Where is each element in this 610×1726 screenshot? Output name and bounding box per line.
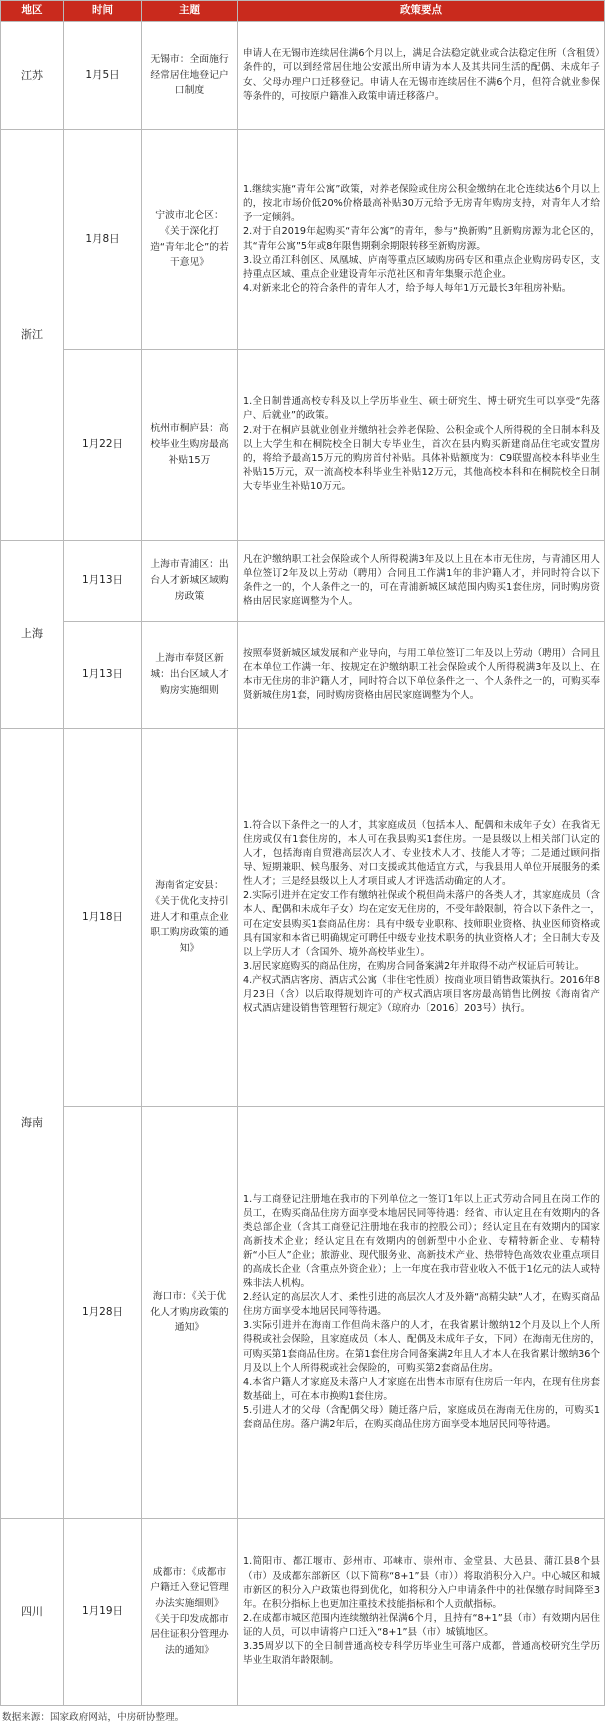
policy-point: 4.产权式酒店客房、酒店式公寓（非住宅性质）按商业项目销售政策执行。2016年8月23日（含）以后取得规划许可的产权式酒店项目客房最高销售比例按《海南省产权式酒店建设销售管理暂行规定》（琼府办〔2016〕203号）执行。 (243, 974, 600, 1015)
policy-point: 1.与工商登记注册地在我市的下列单位之一签订1年以上正式劳动合同且在岗工作的员工，在购买商品住房方面享受本地居民同等待遇：经省、市认定且在有效期内的各类总部企业（含其工商登记注册地在我市的控股公司）；经认定且在有效期内的国家高新技术企业；经认定且在有效期内的创新型中小企业、专精特新企业、专精特新“小巨人”企业；旅游业、现代服务业、高新技术产业、热带特色高效农业重点项目的高成长企业（含重点外资企业）；上一年度在我市营业收入不低于1亿元的法人或特殊非法人机构。 (243, 1193, 600, 1290)
policy-point: 1.全日制普通高校专科及以上学历毕业生、硕士研究生、博士研究生可以享受“先落户、后就业”的政策。 (243, 396, 600, 422)
date-cell: 1月19日 (64, 1518, 142, 1705)
region-cell: 海南 (1, 729, 64, 1519)
topic-cell: 海口市：《关于优化人才购房政策的通知》 (142, 1107, 238, 1519)
policy-points-cell (238, 621, 605, 728)
policy-points-cell (238, 1107, 605, 1519)
date-cell: 1月13日 (64, 621, 142, 728)
data-source-note: 数据来源：国家政府网站，中房研协整理。 (2, 1712, 185, 1723)
policy-point: 2.经认定的高层次人才、柔性引进的高层次人才及外籍“高精尖缺”人才，在购买商品住房方面享受本地居民同等待遇。 (243, 1292, 600, 1318)
table-row (1, 349, 605, 540)
policy-point: 4.对新来北仑的符合条件的青年人才，给予每人每年1万元最长3年租房补贴。 (243, 282, 572, 294)
policy-point: 1.继续实施“青年公寓”政策，对养老保险或住房公积金缴纳在北仑连续达6个月以上的，按北市场价低20%价格最高补贴30万元给予无房青年购房支持，对青年人才给予一定倾斜。 (243, 184, 600, 224)
header-region: 地区 (1, 1, 64, 22)
topic-cell: 宁波市北仑区：《关于深化打造“青年北仑”的若干意见》 (142, 130, 238, 350)
table-header-row (1, 1, 605, 22)
date-cell: 1月28日 (64, 1107, 142, 1519)
policy-point: 2.实际引进并在定安工作有缴纳社保或个税但尚未落户的各类人才，其家庭成员（含本人、配偶和未成年子女）均在定安无住房的，不受年龄限制，符合以下条件之一，可在定安县购买1套商品住房：具有中级专业职称、技师职业资格、执业医师资格或具有国家和本省已明确规定可聘任中级专业技术职务的执业资格人才；全日制大专及以上学历人才（含国外、境外高校毕业生）。 (243, 890, 600, 958)
table-row (1, 1107, 605, 1519)
table-row (1, 22, 605, 130)
policy-point: 申请人在无锡市连续居住满6个月以上，满足合法稳定就业或合法稳定住所（含租赁）条件的，可以到经常居住地公安派出所申请为本人及其共同生活的配偶、未成年子女、父母办理户口迁移登记。申请人在无锡市连续居住不满6个月，但符合就业参保等条件的，可按原户籍准入政策申请迁移落户。 (243, 48, 600, 102)
table-row (1, 729, 605, 1107)
policy-point: 1.符合以下条件之一的人才，其家庭成员（包括本人、配偶和未成年子女）在我省无住房或仅有1套住房的，本人可在我县购买1套住房。一是县级以上相关部门认定的人才，包括海南自贸港高层次人才、专业技术人才、技能人才等；二是通过顾问指导、短期兼职、候鸟服务、对口支援或其他适宜方式，与我县用人单位开展服务的柔性人才；三是经县级以上人才项目或人才评选活动确定的人才。 (243, 819, 600, 888)
date-cell: 1月5日 (64, 22, 142, 130)
date-cell: 1月13日 (64, 540, 142, 621)
policy-point: 3.实际引进并在海南工作但尚未落户的人才，在我省累计缴纳12个月及以上个人所得税或社会保险，且家庭成员（本人、配偶及未成年子女，下同）在海南无住房的，可购买第1套商品住房。在第1套住房合同备案满2年且人才本人在我省累计缴纳36个月及以上个人所得税或社会保险的，可购买第2套商品住房。 (243, 1320, 600, 1374)
region-cell: 江苏 (1, 22, 64, 130)
topic-cell: 无锡市：全面施行经常居住地登记户口制度 (142, 22, 238, 130)
policy-points-cell (238, 130, 605, 350)
policy-point: 4.本省户籍人才家庭及未落户人才家庭在出售本市原有住房后一年内，在现有住房套数基础上，可在本市换购1套住房。 (243, 1376, 600, 1402)
date-cell: 1月8日 (64, 130, 142, 350)
region-cell: 四川 (1, 1518, 64, 1705)
policy-point: 1.简阳市、都江堰市、彭州市、邛崃市、崇州市、金堂县、大邑县、蒲江县8个县（市）及成都东部新区（以下简称“8+1”县（市））将取消积分入户。中心城区和城市新区的积分入户政策也得到优化，如将积分入户申请条件中的社保缴存时间降至3年。在积分指标上也更加注重技术技能指标和个人贡献指标。 (243, 1556, 600, 1610)
policy-point: 2.对于在桐庐县就业创业并缴纳社会养老保险、公积金或个人所得税的全日制本科及以上大学生和在桐院校全日制大专毕业生，首次在县内购买新建商品住宅或安置房的，将给予最高15万元的购房首付补贴。具体补贴额度为：C9联盟高校本科毕业生补贴15万元，双一流高校本科毕业生补贴12万元，其他高校本科和在桐院校全日制大专毕业生补贴10万元。 (243, 424, 600, 492)
policy-point: 3.35周岁以下的全日制普通高校专科学历毕业生可落户成都，普通高校研究生学历毕业生取消年龄限制。 (243, 1640, 600, 1667)
policy-point: 5.引进人才的父母（含配偶父母）随迁落户后，家庭成员在海南无住房的，可购买1套商品住房。落户满2年后，在购买商品住房方面享受本地居民同等待遇。 (243, 1404, 600, 1431)
policy-point: 2.对于自2019年起购买“青年公寓”的青年，参与“换新购”且新购房源为北仑区的，其“青年公寓”5年或8年限售期剩余期限转移至新购房源。 (243, 226, 600, 252)
policy-point: 按照奉贤新城区域发展和产业导向，与用工单位签订二年及以上劳动（聘用）合同且在本单位工作满一年、按规定在沪缴纳职工社会保险或个人所得税满3年及以上、在本市无住房的非沪籍人才，同时符合以下单位条件之一、个人条件之一的，可购买奉贤新城住房1套，同时购房资格由居民家庭调整为个人。 (243, 647, 600, 702)
topic-cell: 成都市：《成都市户籍迁入登记管理办法实施细则》《关于印发成都市居住证积分管理办法的通知》 (142, 1518, 238, 1705)
date-cell: 1月18日 (64, 729, 142, 1107)
topic-cell: 上海市青浦区：出台人才新城区域购房政策 (142, 540, 238, 621)
topic-cell: 海南省定安县：《关于优化支持引进人才和重点企业职工购房政策的通知》 (142, 729, 238, 1107)
policy-point: 3.居民家庭购买的商品住房，在购房合同备案满2年并取得不动产权证后可转让。 (243, 960, 585, 972)
table-row (1, 540, 605, 621)
region-cell: 浙江 (1, 130, 64, 540)
policy-points-cell (238, 1518, 605, 1705)
header-topic: 主题 (142, 1, 238, 22)
region-cell: 上海 (1, 540, 64, 728)
policy-points-cell (238, 729, 605, 1107)
policy-point: 凡在沪缴纳职工社会保险或个人所得税满3年及以上且在本市无住房，与青浦区用人单位签订2年及以上劳动（聘用）合同且工作满1年的非沪籍人才，并同时符合以下条件之一的，个人条件之一的，可在青浦新城区域范围内购买1套住房，同时购房资格由居民家庭调整为个人。 (243, 553, 600, 607)
policy-point: 3.设立甬江科创区、凤凰城、庐南等重点区域购房码专区和重点企业购房码专区，支持重点区域、重点企业建设青年示范社区和青年集聚示范企业。 (243, 254, 600, 280)
header-date: 时间 (64, 1, 142, 22)
policy-points-cell (238, 22, 605, 130)
table-row (1, 130, 605, 350)
topic-cell: 上海市奉贤区新城：出台区域人才购房实施细则 (142, 621, 238, 728)
header-points: 政策要点 (238, 1, 605, 22)
policy-point: 2.在成都市城区范围内连续缴纳社保满6个月，且持有“8+1”县（市）有效期内居住证的人员，可以申请将户口迁入“8+1”县（市）城镇地区。 (243, 1612, 600, 1638)
table-row (1, 1518, 605, 1705)
policy-points-cell (238, 540, 605, 621)
policy-points-cell (238, 349, 605, 540)
date-cell: 1月22日 (64, 349, 142, 540)
table-row (1, 621, 605, 728)
topic-cell: 杭州市桐庐县：高校毕业生购房最高补贴15万 (142, 349, 238, 540)
